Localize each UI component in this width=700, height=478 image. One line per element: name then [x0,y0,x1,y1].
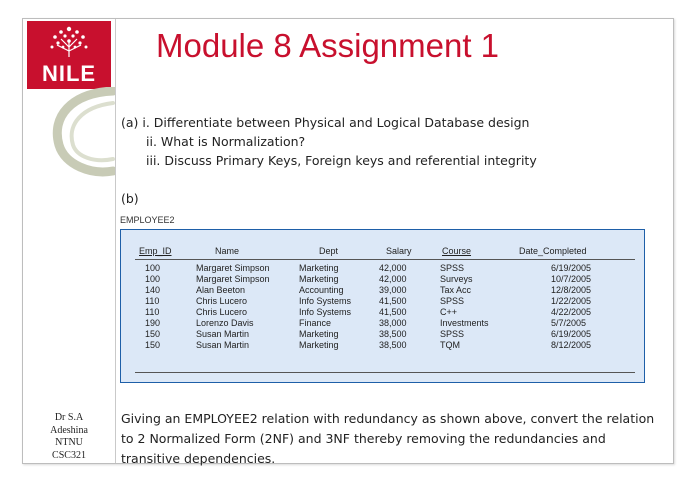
tree-icon [27,21,111,61]
cell-salary: 41,500 [379,307,407,317]
cell-name: Susan Martin [196,329,250,339]
author-info [25,412,113,462]
cell-course: TQM [440,340,460,350]
cell-emp-id: 110 [145,307,160,317]
cell-salary: 39,000 [379,285,407,295]
table-row [121,285,644,296]
decorative-swirl [51,87,115,177]
cell-emp-id: 150 [145,329,161,339]
cell-emp-id: 150 [145,340,161,350]
cell-date: 10/7/2005 [551,274,592,284]
cell-salary: 42,000 [379,274,407,284]
cell-name: Margaret Simpson [196,274,270,284]
cell-emp-id: 100 [145,274,161,284]
cell-date: 1/22/2005 [551,296,592,306]
cell-emp-id: 190 [145,318,161,328]
sidebar [23,19,116,463]
table-row [121,263,644,274]
table-row [121,307,644,318]
cell-course: Investments [440,318,489,328]
author-line: Dr S.A [54,412,84,423]
column-header-salary: Salary [386,246,412,256]
question-a-line-3: iii. Discuss Primary Keys, Foreign keys and referential integrity [146,153,537,168]
column-header-emp-id: Emp_ID [139,246,172,256]
cell-course: Tax Acc [440,285,472,295]
cell-name: Alan Beeton [196,285,246,295]
cell-salary: 42,000 [379,263,407,273]
cell-name: Chris Lucero [196,296,248,306]
cell-course: SPSS [440,329,465,339]
cell-dept: Marketing [299,274,339,284]
table-row [121,296,644,307]
cell-date: 12/8/2005 [551,285,592,295]
author-line: NTNU [55,437,83,448]
table-bottom-divider [135,372,635,373]
table-row [121,340,644,351]
nile-logo [27,21,111,89]
column-header-course: Course [442,246,472,256]
cell-name: Chris Lucero [196,307,248,317]
cell-date: 8/12/2005 [551,340,592,350]
cell-dept: Marketing [299,263,339,273]
cell-course: Surveys [440,274,473,284]
author-line: CSC321 [52,449,86,461]
column-header-date-completed: Date_Completed [519,246,587,256]
cell-date: 5/7/2005 [551,318,587,328]
cell-name: Susan Martin [196,340,250,350]
cell-emp-id: 100 [145,263,161,273]
slide [22,18,674,464]
cell-salary: 38,500 [379,340,407,350]
cell-name: Margaret Simpson [196,263,270,273]
author-line: Adeshina [50,424,88,436]
column-header-dept: Dept [319,246,339,256]
table-row [121,274,644,285]
cell-course: SPSS [440,296,465,306]
table-caption: EMPLOYEE2 [120,215,175,225]
cell-date: 4/22/2005 [551,307,592,317]
question-b-label: (b) [121,191,139,206]
table-row [121,329,644,340]
cell-course: SPSS [440,263,465,273]
cell-dept: Info Systems [299,296,352,306]
cell-salary: 38,500 [379,329,407,339]
cell-dept: Accounting [299,285,344,295]
cell-dept: Info Systems [299,307,352,317]
cell-dept: Finance [299,318,332,328]
logo-text: NILE [41,61,97,86]
question-a-line-1: (a) i. Differentiate between Physical and Logical Database design [121,115,530,130]
cell-dept: Marketing [299,329,339,339]
cell-course: C++ [440,307,458,317]
cell-salary: 41,500 [379,296,407,306]
assignment-instructions: Giving an EMPLOYEE2 relation with redundancy as shown above, convert the relation to 2 Normalized Form (2NF) and 3NF thereby removing the redundancies and transitive dependencies. [121,411,655,466]
slide-title: Module 8 Assignment 1 [156,27,500,64]
employee-table [120,229,645,383]
cell-emp-id: 110 [145,296,160,306]
column-header-name: Name [215,246,240,256]
question-a-line-2: ii. What is Normalization? [146,134,306,149]
cell-date: 6/19/2005 [551,263,592,273]
cell-salary: 38,000 [379,318,407,328]
cell-date: 6/19/2005 [551,329,592,339]
table-row [121,318,644,329]
header-divider [135,259,635,260]
cell-emp-id: 140 [145,285,161,295]
cell-dept: Marketing [299,340,339,350]
cell-name: Lorenzo Davis [196,318,254,328]
